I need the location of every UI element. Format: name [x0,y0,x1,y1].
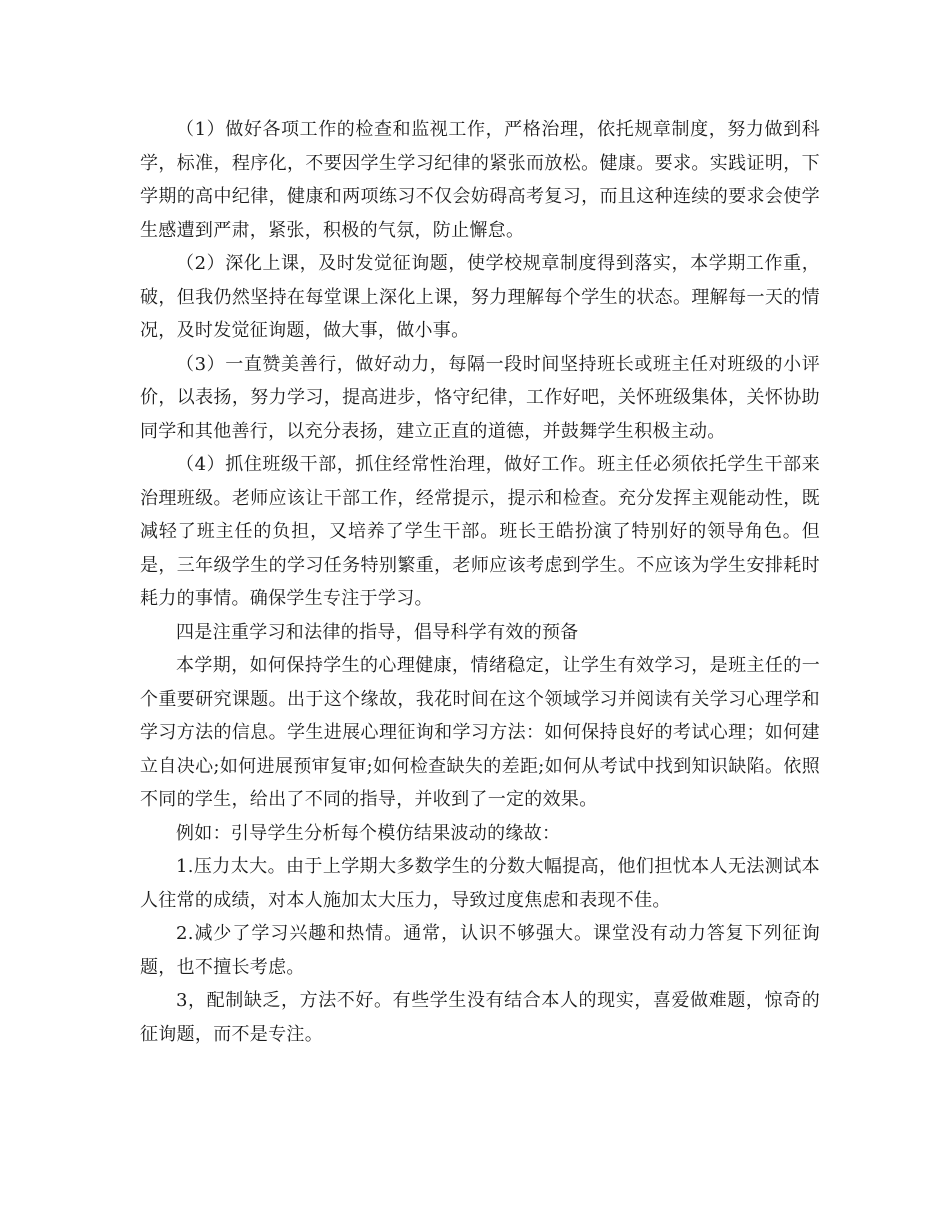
section-heading: 四是注重学习和法律的指导，倡导科学有效的预备 [176,621,579,643]
document-body [140,113,820,1051]
list-item-3: 3，配制缺乏，方法不好。有些学生没有结合本人的现实，喜爱做难题，惊奇的征询题，而不是专注。 [140,990,820,1045]
paragraph-item-4: （4）抓住班级干部，抓住经常性治理，做好工作。班主任必须依托学生干部来治理班级。老师应该让干部工作，经常提示，提示和检查。充分发挥主观能动性，既减轻了班主任的负担，又培养了学生干部。班长王皓扮演了特别好的领导角色。但是，三年级学生的学习任务特别繁重，老师应该考虑到学生。不应该为学生安排耗时耗力的事情。确保学生专注于学习。 [140,454,820,609]
paragraph-item-2: （2）深化上课，及时发觉征询题，使学校规章制度得到落实，本学期工作重，破，但我仍然坚持在每堂课上深化上课，努力理解每个学生的状态。理解每一天的情况，及时发觉征询题，做大事，做小事。 [140,253,820,341]
paragraph-example-lead: 例如：引导学生分析每个模仿结果波动的缘故： [176,822,561,844]
paragraph-item-1: （1）做好各项工作的检查和监视工作，严格治理，依托规章制度，努力做到科学，标准，程序化，不要因学生学习纪律的紧张而放松。健康。要求。实践证明，下学期的高中纪律，健康和两项练习不仅会妨碍高考复习，而且这种连续的要求会使学生感遭到严肃，紧张，积极的气氛，防止懈怠。 [140,119,820,241]
paragraph-intro: 本学期，如何保持学生的心理健康，情绪稳定，让学生有效学习，是班主任的一个重要研究课题。出于这个缘故，我花时间在这个领域学习并阅读有关学习心理学和学习方法的信息。学生进展心理征询和学习方法：如何保持良好的考试心理；如何建立自决心;如何进展预审复审;如何检查缺失的差距;如何从考试中找到知识缺陷。依照不同的学生，给出了不同的指导，并收到了一定的效果。 [140,655,820,810]
list-item-1: 1.压力太大。由于上学期大多数学生的分数大幅提高，他们担忧本人无法测试本人往常的成绩，对本人施加太大压力，导致过度焦虑和表现不佳。 [140,856,820,911]
list-item-2: 2.减少了学习兴趣和热情。通常，认识不够强大。课堂没有动力答复下列征询题，也不擅长考虑。 [140,923,820,978]
paragraph-item-3: （3）一直赞美善行，做好动力，每隔一段时间坚持班长或班主任对班级的小评价，以表扬，努力学习，提高进步，恪守纪律，工作好吧，关怀班级集体，关怀协助同学和其他善行，以充分表扬，建立正直的道德，并鼓舞学生积极主动。 [140,353,820,442]
